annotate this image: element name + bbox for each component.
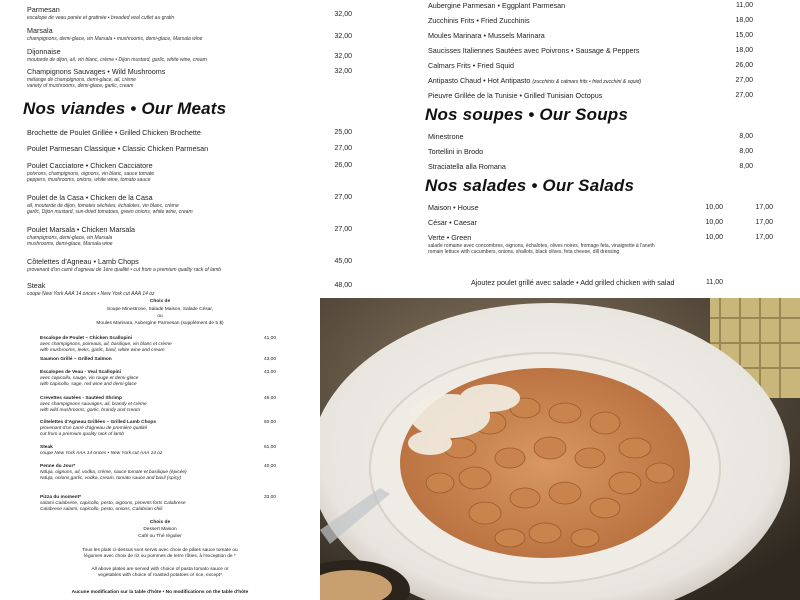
item-price-large: 17,00	[755, 204, 773, 211]
item-name: Tortellini in Brodo	[428, 147, 484, 156]
item-price: 25,00	[334, 129, 352, 136]
table-item-desc-en: with wild mushrooms, garlic, brandy and cream	[40, 408, 140, 413]
item-price-small: 10,00	[705, 234, 723, 241]
item-name: Aubergine Parmesan • Eggplant Parmesan	[428, 1, 566, 10]
item-name: Antipasto Chaud • Hot Antipasto	[428, 76, 531, 85]
table-item-desc-en: Nduja, onions,garlic, vodka, cream, tomato sauce and basil (spicy)	[40, 476, 182, 481]
table-item-desc: Nduja, oignons, ail, vodka, crème, sauce tomate et basilique (épicée)	[40, 470, 187, 475]
item-name: Straciatella alla Romana	[428, 162, 506, 171]
table-item-desc: avec champignons sauvages, ail, brandy et crème	[40, 402, 147, 407]
item-desc: ail, moutarde de dijon, tomates séchées, échalotes, vin blanc, crème	[27, 202, 179, 209]
item-desc: moutarde de dijon, ail, vin blanc, crème • Dijon mustard, garlic, white wine, cream	[27, 56, 207, 63]
soups-heading: Nos soupes • Our Soups	[425, 105, 629, 124]
table-item-price: 33,00	[264, 495, 277, 500]
table-item-desc-en: with mushrooms, leeks, garlic, basil, white wine and cream	[40, 348, 165, 353]
item-desc-en: garlic, Dijon mustard, sun-dried tomatoes, green onions, white wine, cream	[27, 208, 193, 215]
addon-line	[471, 279, 675, 288]
table-item	[40, 357, 112, 363]
table-item-desc-en: cut from a premium quality rack of lamb	[40, 432, 124, 437]
menu-item	[428, 219, 477, 228]
choice-line: Soupe Minestrone, Salade Maison, Salade César,	[106, 307, 214, 312]
menu-item	[428, 204, 478, 213]
item-price-small: 10,00	[705, 219, 723, 226]
item-price-small: 10,00	[705, 204, 723, 211]
menu-item	[27, 129, 201, 138]
item-price: 8,00	[739, 163, 753, 170]
menu-item	[428, 133, 464, 142]
item-name: Zucchinis Frits • Fried Zucchinis	[428, 16, 530, 25]
table-item-name: Crevettes sautées - Sautéed Shrimp	[40, 396, 122, 401]
table-item-price: 43,00	[264, 357, 277, 362]
item-desc: salade romaine avec concombres, oignons, échalotes, olives noires, fromage feta, vinaigrette à l'aneth	[428, 242, 655, 249]
item-price: 27,00	[735, 92, 753, 99]
item-price: 15,00	[735, 32, 753, 39]
table-item-desc: provenant d'un carré d'agneau de première qualité	[40, 426, 148, 431]
table-item-price: 46,00	[264, 396, 277, 401]
meats-heading: Nos viandes • Our Meats	[23, 99, 227, 118]
item-price: 32,00	[334, 11, 352, 18]
menu-item	[428, 148, 483, 157]
left-menu-column	[0, 0, 360, 298]
menu-item	[428, 92, 602, 101]
item-name: Calmars Frits • Fried Squid	[428, 61, 514, 70]
menu-item	[27, 68, 165, 89]
table-item	[40, 396, 147, 414]
item-desc-en: peppers, mushrooms, onions, white wine, tomato sauce	[27, 176, 151, 183]
item-price: 32,00	[334, 68, 352, 75]
table-item	[40, 445, 162, 457]
menu-item	[27, 226, 135, 247]
table-item-desc: avec champignons, poireaux, ail, basilique, vin blanc et crème	[40, 342, 172, 347]
item-name: Maison • House	[428, 203, 479, 212]
dessert-line: Dessert Maison	[143, 527, 177, 532]
menu-item	[428, 62, 514, 71]
item-price: 27,00	[334, 226, 352, 233]
right-menu-column	[400, 0, 800, 298]
menu-item	[27, 258, 221, 273]
item-name: Dijonnaise	[27, 47, 61, 56]
gnocchi-photo	[320, 298, 800, 600]
item-name: Poulet de la Casa • Chicken de la Casa	[27, 193, 153, 202]
item-name: Saucisses Italiennes Sautées avec Poivrons • Sausage & Peppers	[428, 46, 640, 55]
menu-item	[27, 48, 207, 63]
item-name: Marsala	[27, 26, 53, 35]
choice-heading: Choix de	[149, 299, 171, 304]
item-price: 26,00	[735, 62, 753, 69]
item-desc-en: romain lettuce with cucumbers, onions, shallots, black olives, feta cheese, dill dressing	[428, 248, 620, 255]
table-item-desc-en: with capicollo, sage, red wine and demi-glace	[40, 382, 137, 387]
item-price: 18,00	[735, 17, 753, 24]
item-price: 27,00	[735, 77, 753, 84]
table-item	[40, 464, 187, 482]
menu-item	[428, 234, 718, 255]
note-fr: légumes avec choix de riz ou pommes de terre rôties, à l'exception de *	[84, 554, 236, 559]
item-note: (zucchinis & calmars frits • fried zucchini & squid)	[532, 79, 642, 85]
menu-item	[428, 47, 639, 56]
item-name: César • Caesar	[428, 218, 477, 227]
choice-or: ou	[157, 314, 163, 319]
item-desc: champignons, demi-glace, vin Marsala • mushrooms, demi-glace, Marsala wine	[27, 35, 203, 42]
item-name: Poulet Parmesan Classique • Classic Chicken Parmesan	[27, 144, 209, 153]
item-price: 48,00	[334, 282, 352, 289]
item-name: Parmesan	[27, 5, 60, 14]
item-name: Verte • Green	[428, 233, 472, 242]
item-name: Moules Marinara • Mussels Marinara	[428, 31, 545, 40]
item-name: Champignons Sauvages • Wild Mushrooms	[27, 67, 166, 76]
menu-item	[428, 17, 530, 26]
table-item-name: Steak	[40, 445, 53, 450]
item-desc: mélange de champignons, demi-glace, ail, crème	[27, 76, 136, 83]
menu-item	[428, 163, 506, 172]
addon-text: Ajoutez poulet grillé avec salade • Add grilled chicken with salad	[471, 278, 675, 287]
salads-heading: Nos salades • Our Salads	[425, 176, 635, 195]
addon-price: 11,00	[706, 279, 723, 286]
item-name: Minestrone	[428, 132, 464, 141]
table-item-name: Pizza du moment*	[40, 495, 82, 500]
item-name: Poulet Marsala • Chicken Marsala	[27, 225, 135, 234]
table-item-price: 60,00	[264, 420, 277, 425]
table-item-name: Escalopes de Veau - Veal Scallopini	[40, 370, 122, 375]
table-item	[40, 420, 156, 438]
footer-note: Aucune modification sur la table d'hôte • No modifications on the table d'hôte	[71, 590, 249, 595]
item-name: Côtelettes d'Agneau • Lamb Chops	[27, 257, 139, 266]
item-name: Poulet Cacciatore • Chicken Cacciatore	[27, 161, 153, 170]
item-name: Brochette de Poulet Grillée • Grilled Chicken Brochette	[27, 128, 201, 137]
table-item-desc: coupe New York AAA 14 onces • New York cut AAA 14 oz	[40, 451, 163, 456]
table-item-name: Penne du Jour*	[40, 464, 76, 469]
item-desc: champignons, demi-glace, vin Marsala	[27, 234, 113, 241]
item-price: 18,00	[735, 47, 753, 54]
item-price: 26,00	[334, 162, 352, 169]
menu-item	[428, 32, 545, 41]
menu-item	[27, 194, 193, 215]
table-item-desc-en: Calabrese salami, capicollo, pesto, onions, Calabrian chili	[40, 507, 163, 512]
item-name: Steak	[27, 281, 46, 290]
item-name: Pieuvre Grillée de la Tunisie • Grilled Tunisian Octopus	[428, 91, 603, 100]
food-photo-illustration	[320, 298, 800, 600]
menu-item	[27, 6, 174, 21]
table-item-name: Saumon Grillé – Grilled Salmon	[40, 357, 112, 362]
table-item	[40, 370, 138, 388]
dessert-line: Café ou Thé régulier	[138, 534, 182, 539]
table-item	[40, 336, 172, 354]
note-en: vegetables with choice of roasted potatoes or rice, except*	[98, 573, 222, 578]
item-desc-en: variety of mushrooms, demi-glace, garlic, cream	[27, 82, 134, 89]
item-desc: coupe New York AAA 14 onces • New York cut AAA 14 oz	[27, 290, 155, 297]
item-desc: poivrons, champignons, oignons, vin blanc, sauce tomate	[27, 170, 155, 177]
item-price: 27,00	[334, 194, 352, 201]
item-desc-en: mushrooms, demi-glace, Marsala wine	[27, 240, 113, 247]
choice-line: Moules Marinara, Aubergine Parmesan (supplément de 5 $)	[96, 321, 224, 326]
table-item-name: Escalope de Poulet – Chicken Scallopini	[40, 336, 132, 341]
item-price: 11,00	[736, 2, 753, 9]
table-item-name: Côtelettes d'Agneau Grillées – Grilled Lamb Chops	[40, 420, 157, 425]
item-price: 45,00	[334, 258, 352, 265]
item-price: 32,00	[334, 33, 352, 40]
item-price: 27,00	[334, 145, 352, 152]
menu-item	[428, 77, 641, 87]
table-item-price: 43,00	[264, 370, 277, 375]
note-fr: Tous les plats ci-dessus sont servis avec choix de pâtes sauce tomate ou	[82, 548, 238, 553]
note-en: All above plates are served with choice of pasta tomato sauce or	[91, 567, 229, 572]
menu-item	[27, 162, 154, 183]
item-price-large: 17,00	[755, 219, 773, 226]
table-item-desc: avec capicollo, sauge, vin rouge et demi-glace	[40, 376, 139, 381]
table-item	[40, 495, 186, 513]
table-dhote-panel	[0, 298, 320, 600]
table-item-price: 40,00	[264, 464, 277, 469]
menu-item	[27, 145, 208, 154]
menu-item	[27, 27, 202, 42]
menu-item	[27, 282, 155, 297]
item-price: 32,00	[334, 53, 352, 60]
item-price-large: 17,00	[755, 234, 773, 241]
item-price: 8,00	[739, 148, 753, 155]
table-item-price: 41,00	[264, 336, 277, 341]
table-item-desc: salami Calabrese, capicollo, pesto, oignons, piments forts Calabrese	[40, 501, 186, 506]
item-desc: escalope de veau panée et gratinée • breaded veal cutlet au gratin	[27, 14, 175, 21]
dessert-heading: Choix de	[149, 520, 171, 525]
item-desc: provenant d'un carré d'agneau de 1ère qualité • cut from a premium quality rack of lamb	[27, 266, 222, 273]
menu-item	[428, 2, 565, 11]
table-item-price: 61,00	[264, 445, 277, 450]
item-price: 8,00	[739, 133, 753, 140]
